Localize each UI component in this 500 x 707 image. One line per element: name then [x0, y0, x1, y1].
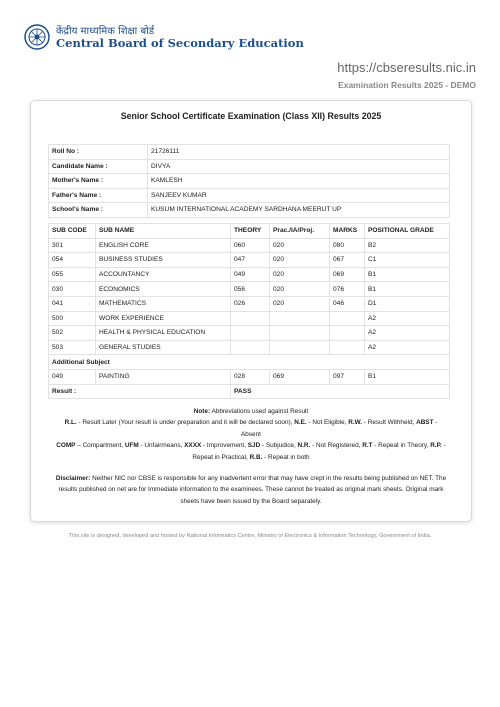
abbr-rl-text: - Result Later (Your result is under preparation and it will be declared soon),: [78, 419, 293, 427]
grade: B1: [365, 267, 450, 282]
practical: 020: [270, 282, 330, 297]
sub-name: PAINTING: [96, 369, 231, 384]
info-value: KUSUM INTERNATIONAL ACADEMY SARDHANA MEERUT UP: [148, 203, 450, 218]
theory: 047: [231, 253, 270, 268]
abbr-rl: R.L.: [64, 419, 77, 427]
info-label: Father's Name :: [49, 188, 148, 203]
theory: 026: [231, 296, 270, 311]
info-label: Candidate Name :: [49, 159, 148, 174]
marks-header-row: [49, 224, 450, 239]
sub-code: 502: [49, 326, 96, 341]
grade: A2: [365, 311, 450, 326]
abbr-xxxx-text: - Improvement,: [203, 442, 246, 450]
info-row-mother: [49, 174, 450, 189]
info-row-school: [49, 203, 450, 218]
board-name: Central Board of Secondary Education: [56, 36, 304, 50]
abbr-rb: R.B.: [249, 453, 263, 461]
grade: C1: [365, 253, 450, 268]
sub-code: 030: [49, 282, 96, 297]
info-label: Mother's Name :: [49, 174, 148, 189]
abbr-rw: R.W.: [348, 419, 363, 427]
grade: A2: [365, 340, 450, 355]
result-title: Senior School Certificate Examination (Class XII) Results 2025: [120, 111, 382, 121]
note-intro: Abbreviations used against Result: [211, 408, 309, 415]
sub-code: 049: [49, 369, 96, 384]
marks: [330, 326, 365, 341]
marks-table: [48, 223, 450, 399]
marks: [330, 340, 365, 355]
sub-name: WORK EXPERIENCE: [96, 311, 231, 326]
marks: 069: [330, 267, 365, 282]
practical: 069: [270, 369, 330, 384]
sub-name: BUSINESS STUDIES: [96, 253, 231, 268]
abbr-sjd: SJD: [247, 442, 261, 450]
theory: 060: [231, 238, 270, 253]
abbr-ufm: UFM: [124, 442, 139, 450]
grade: B2: [365, 238, 450, 253]
board-name-hindi: केंद्रीय माध्यमिक शिक्षा बोर्ड: [56, 26, 155, 37]
subject-row: [49, 340, 450, 355]
column-header: SUB CODE: [49, 224, 96, 239]
abbr-nr-text: - Not Registered,: [312, 442, 361, 450]
practical: 020: [270, 267, 330, 282]
grade: D1: [365, 296, 450, 311]
abbr-rb-text: - Repeat in both: [264, 453, 310, 461]
sub-code: 054: [49, 253, 96, 268]
sub-name: ECONOMICS: [96, 282, 231, 297]
info-row-roll: [49, 145, 450, 160]
theory: [231, 340, 270, 355]
subject-row: [49, 253, 450, 268]
abbr-comp: COMP: [56, 442, 76, 450]
sub-code: 055: [49, 267, 96, 282]
practical: 020: [270, 253, 330, 268]
sub-name: ACCOUNTANCY: [96, 267, 231, 282]
marks: 046: [330, 296, 365, 311]
info-label: School's Name :: [49, 203, 148, 218]
practical: [270, 311, 330, 326]
column-header: SUB NAME: [96, 224, 231, 239]
abbr-comp-text: – Compartment,: [77, 442, 124, 450]
info-row-candidate: [49, 159, 450, 174]
marks: 067: [330, 253, 365, 268]
sub-name: ENGLISH CORE: [96, 238, 231, 253]
theory: 056: [231, 282, 270, 297]
result-row: [49, 384, 450, 399]
abbr-sjd-text: - Subjudice,: [262, 442, 296, 450]
cbse-logo-icon: [24, 24, 50, 50]
abbr-nr: N.R.: [297, 442, 311, 450]
sub-code: 503: [49, 340, 96, 355]
column-header: POSITIONAL GRADE: [365, 224, 450, 239]
subject-row: [49, 267, 450, 282]
info-value: SANJEEV KUMAR: [148, 188, 450, 203]
marks: 080: [330, 238, 365, 253]
result-card: [30, 100, 472, 522]
practical: [270, 326, 330, 341]
grade: B1: [365, 369, 450, 384]
abbreviation-note: [55, 406, 447, 463]
grade: A2: [365, 326, 450, 341]
site-subtitle: Examination Results 2025 - DEMO: [338, 80, 476, 90]
sub-code: 500: [49, 311, 96, 326]
sub-name: GENERAL STUDIES: [96, 340, 231, 355]
abbr-ne-text: - Not Eligible,: [308, 419, 347, 427]
subject-row: [49, 326, 450, 341]
subject-row: [49, 282, 450, 297]
column-header: Prac./IA/Proj.: [270, 224, 330, 239]
theory: [231, 326, 270, 341]
subject-row: [49, 238, 450, 253]
practical: [270, 340, 330, 355]
abbr-rw-text: - Result Withheld,: [363, 419, 415, 427]
marks: [330, 311, 365, 326]
additional-subject-heading-row: [49, 355, 450, 370]
sub-name: HEALTH & PHYSICAL EDUCATION: [96, 326, 231, 341]
abbr-rp: R.P.: [430, 442, 442, 450]
marks: 076: [330, 282, 365, 297]
info-value: DIVYA: [148, 159, 450, 174]
site-url: https://cbseresults.nic.in: [337, 60, 476, 75]
theory: 049: [231, 267, 270, 282]
footer-credit: This site is designed, developed and hosted by National Informatics Centre, Ministry of Electronics & Information Technology, Government of India.: [68, 533, 432, 539]
disclaimer: [53, 473, 449, 507]
sub-code: 041: [49, 296, 96, 311]
info-label: Roll No :: [49, 145, 148, 160]
abbr-abst-text: - Absent: [241, 419, 438, 438]
result-value: PASS: [231, 384, 450, 399]
disclaimer-label: Disclaimer:: [55, 475, 91, 482]
marks: 097: [330, 369, 365, 384]
additional-subject-row: [49, 369, 450, 384]
additional-subject-heading: Additional Subject: [49, 355, 450, 370]
theory: 028: [231, 369, 270, 384]
theory: [231, 311, 270, 326]
subject-row: [49, 311, 450, 326]
abbr-rp-text: - Repeat in Practical,: [192, 442, 446, 461]
abbr-xxxx: XXXX: [184, 442, 202, 450]
practical: 020: [270, 296, 330, 311]
info-value: 21726111: [148, 145, 450, 160]
result-label: Result :: [49, 384, 231, 399]
subject-row: [49, 296, 450, 311]
practical: 020: [270, 238, 330, 253]
note-label: Note:: [193, 408, 211, 415]
header: [24, 20, 484, 60]
grade: B1: [365, 282, 450, 297]
sub-code: 301: [49, 238, 96, 253]
info-value: KAMLESH: [148, 174, 450, 189]
disclaimer-text: Neither NIC nor CBSE is responsible for any inadvertent error that may have crept in the results being published on NET. The results published on net are for Immediate information to the examinees. These cannot be treated as original mark sheets. Original mark sheets have been issued by the Board separately.: [58, 475, 447, 505]
column-header: THEORY: [231, 224, 270, 239]
abbr-ne: N.E.: [294, 419, 307, 427]
abbr-rt: R.T: [362, 442, 373, 450]
abbr-abst: ABST: [416, 419, 434, 427]
abbr-ufm-text: - Unfairmeans,: [140, 442, 183, 450]
info-row-father: [49, 188, 450, 203]
abbr-rt-text: - Repeat in Theory,: [374, 442, 429, 450]
candidate-info-table: [48, 144, 450, 218]
sub-name: MATHEMATICS: [96, 296, 231, 311]
column-header: MARKS: [330, 224, 365, 239]
